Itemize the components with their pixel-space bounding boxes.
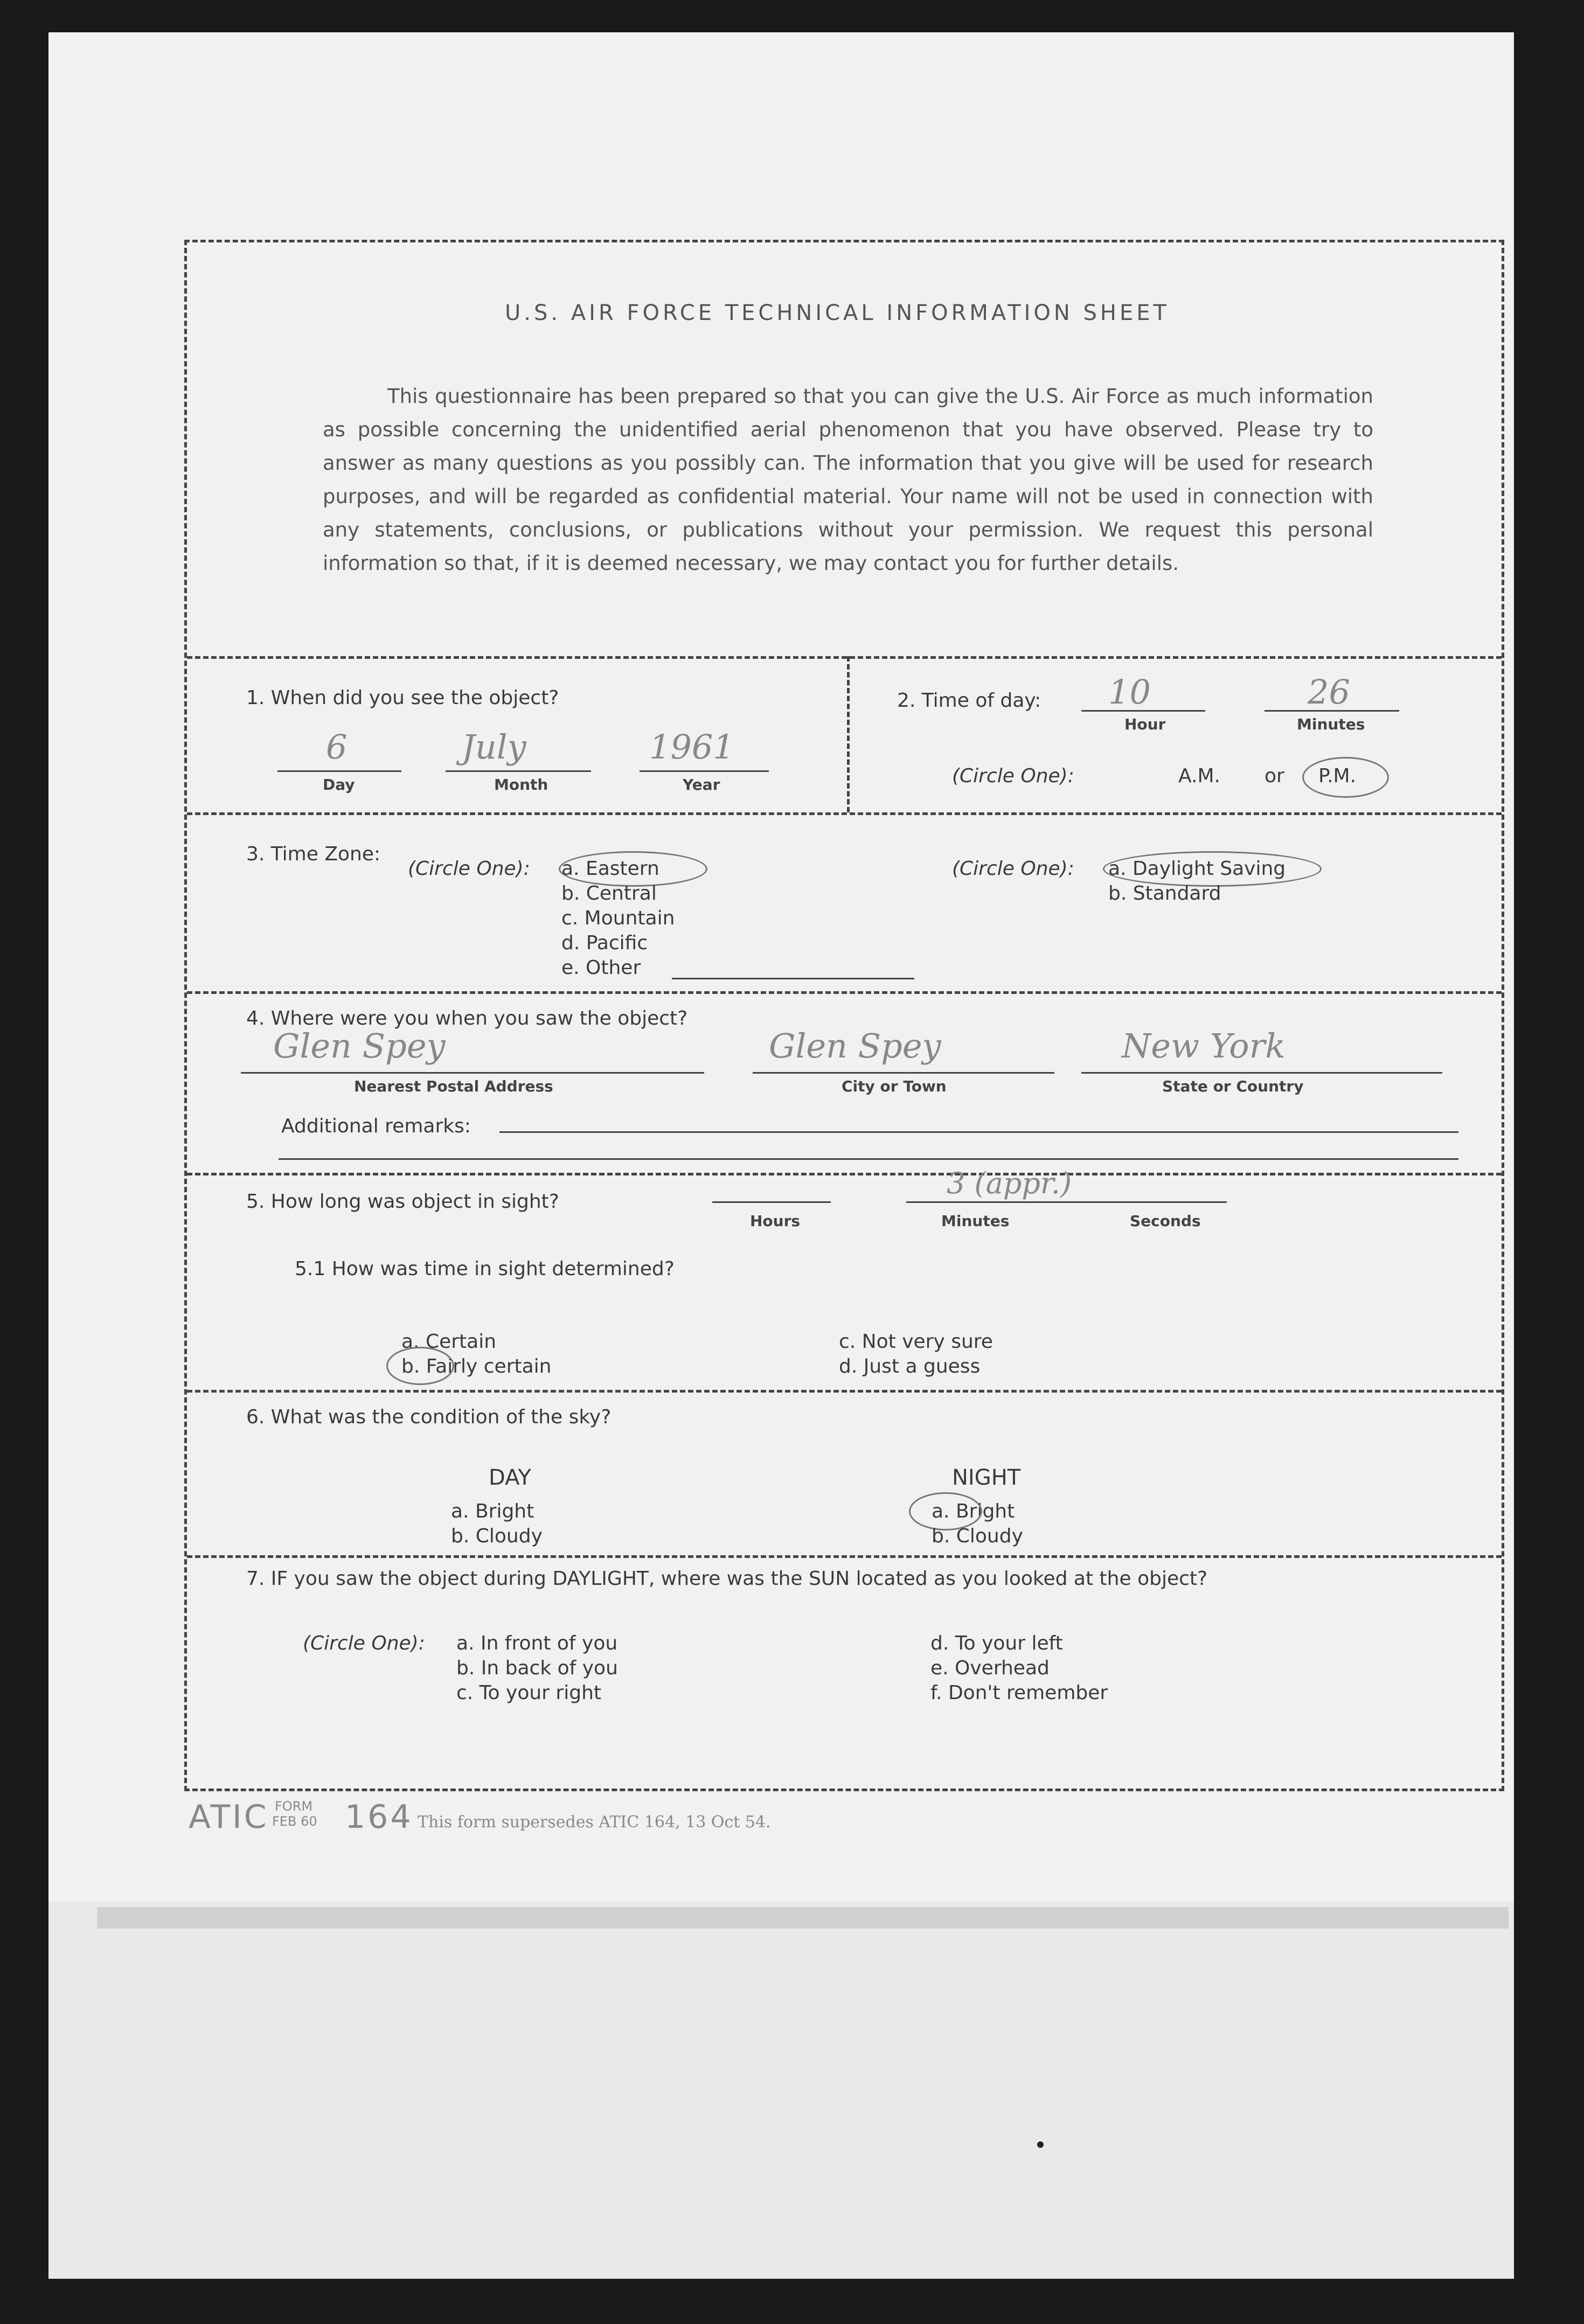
q1-day-line (277, 770, 401, 772)
q4-remarks-line-2 (279, 1158, 1458, 1160)
q3-option2-a: a. Daylight Saving (1108, 858, 1286, 880)
q6-night-option-a: a. Bright (932, 1500, 1015, 1522)
q2-hour-line (1081, 710, 1205, 712)
q3-option-c: c. Mountain (561, 907, 675, 929)
q1-year-value: 1961 (649, 727, 734, 767)
q3-label: 3. Time Zone: (246, 843, 381, 865)
scan-speck (1037, 2141, 1044, 2148)
q6-label: 6. What was the condition of the sky? (246, 1406, 612, 1428)
q5-hours-label: Hours (750, 1212, 801, 1230)
q1-label: 1. When did you see the object? (246, 687, 559, 709)
q4-remarks-label: Additional remarks: (281, 1115, 471, 1137)
divider-q1-q2 (847, 656, 850, 812)
q5-hours-line (712, 1201, 831, 1203)
q4-state-line (1081, 1072, 1442, 1074)
paper-lower-margin (48, 1902, 1514, 2279)
q3-option-a: a. Eastern (561, 858, 659, 880)
q7-option-d: d. To your left (930, 1632, 1063, 1654)
q2-minutes-label: Minutes (1297, 715, 1365, 733)
intro-paragraph: This questionnaire has been prepared so that you can give the U.S. Air Force as much information as possible concerning the unidentified aerial phenomenon that you have observed. Please try to answer as many questions as you possibly can. The information that you give will be used for research purposes, and will be regarded as confidential material. Your name will not be used in connection with any statements, conclusions, or publications without your permission. We request this personal information so that, if it is deemed necessary, we may contact you for further details. (323, 385, 1373, 575)
q6-day-option-a: a. Bright (451, 1500, 534, 1522)
q5-minutes-label: Minutes (941, 1212, 1010, 1230)
q3-option2-b: b. Standard (1108, 882, 1221, 904)
q5-option-d: d. Just a guess (839, 1355, 981, 1377)
q2-hour-label: Hour (1124, 715, 1166, 733)
q4-state-label: State or Country (1162, 1077, 1304, 1095)
q3-option-d: d. Pacific (561, 932, 648, 954)
q1-month-value: July (462, 727, 526, 767)
information-sheet-form (184, 240, 1504, 1791)
q3-circle-label2: (Circle One): (952, 858, 1074, 880)
q5-seconds-line (1100, 1201, 1227, 1203)
q4-address-label: Nearest Postal Address (354, 1077, 553, 1095)
q6-day-heading: DAY (489, 1465, 531, 1490)
q5-sub-label: 5.1 How was time in sight determined? (295, 1258, 675, 1280)
q4-city-line (753, 1072, 1054, 1074)
footer-atic: ATIC (189, 1798, 269, 1836)
q3-daylight-circle-mark (1103, 851, 1322, 887)
q3-option-b: b. Central (561, 882, 657, 904)
q2-label: 2. Time of day: (897, 690, 1041, 712)
q4-city-label: City or Town (842, 1077, 947, 1095)
q6-day-option-b: b. Cloudy (451, 1525, 543, 1547)
q7-circle-label: (Circle One): (303, 1632, 425, 1654)
q5-minutes-value: 3 (appr.) (947, 1166, 1072, 1200)
q2-hour-value: 10 (1108, 672, 1151, 712)
q4-address-line (241, 1072, 704, 1074)
footer-form-date: FEB 60 (272, 1814, 317, 1829)
q4-state-value: New York (1122, 1026, 1286, 1066)
q3-other-line (672, 978, 914, 979)
q5-minutes-line (906, 1201, 1100, 1203)
q7-option-e: e. Overhead (930, 1657, 1050, 1679)
q6-night-option-b: b. Cloudy (932, 1525, 1023, 1547)
q5-option-a: a. Certain (401, 1331, 497, 1353)
footer-form-number: 164 (345, 1798, 413, 1836)
q3-option-e: e. Other (561, 957, 641, 979)
q4-remarks-line (499, 1131, 1458, 1133)
q2-pm: P.M. (1318, 765, 1357, 787)
q7-option-b: b. In back of you (456, 1657, 618, 1679)
q2-pm-circle-mark (1302, 757, 1389, 798)
form-title: U.S. AIR FORCE TECHNICAL INFORMATION SHEET (505, 301, 1170, 325)
q4-address-value: Glen Spey (273, 1026, 446, 1066)
divider-q5 (187, 1390, 1502, 1393)
q3-circle-label: (Circle One): (408, 858, 530, 880)
q2-minutes-value: 26 (1308, 672, 1350, 712)
scan-shadow (97, 1907, 1509, 1929)
q5-label: 5. How long was object in sight? (246, 1191, 559, 1213)
divider-q6 (187, 1555, 1502, 1558)
q2-minutes-line (1265, 710, 1399, 712)
divider-intro (187, 656, 1502, 659)
footer-supersedes: This form supersedes ATIC 164, 13 Oct 54. (418, 1813, 771, 1832)
q7-option-f: f. Don't remember (930, 1682, 1108, 1704)
footer-form-word: FORM (275, 1799, 313, 1814)
q1-day-label: Day (323, 776, 355, 794)
q2-or: or (1265, 765, 1284, 787)
q4-city-value: Glen Spey (769, 1026, 941, 1066)
q1-month-line (446, 770, 591, 772)
q4-label: 4. Where were you when you saw the object? (246, 1007, 688, 1029)
q1-year-line (640, 770, 769, 772)
q2-circle-label: (Circle One): (952, 765, 1074, 787)
q1-year-label: Year (683, 776, 720, 794)
q5-option-b: b. Fairly certain (401, 1355, 552, 1377)
q7-label: 7. IF you saw the object during DAYLIGHT, where was the SUN located as you looked at the object? (246, 1568, 1208, 1590)
q5-seconds-label: Seconds (1130, 1212, 1201, 1230)
q7-option-c: c. To your right (456, 1682, 601, 1704)
q2-am: A.M. (1178, 765, 1220, 787)
q5-fairly-certain-circle-mark (386, 1347, 454, 1385)
q6-night-heading: NIGHT (952, 1465, 1021, 1490)
divider-q4 (187, 1173, 1502, 1175)
divider-q3 (187, 991, 1502, 994)
divider-q2 (187, 812, 1502, 815)
q3-eastern-circle-mark (559, 851, 707, 887)
q5-option-c: c. Not very sure (839, 1331, 993, 1353)
q1-month-label: Month (494, 776, 548, 794)
q1-day-value: 6 (326, 727, 348, 767)
q7-option-a: a. In front of you (456, 1632, 618, 1654)
